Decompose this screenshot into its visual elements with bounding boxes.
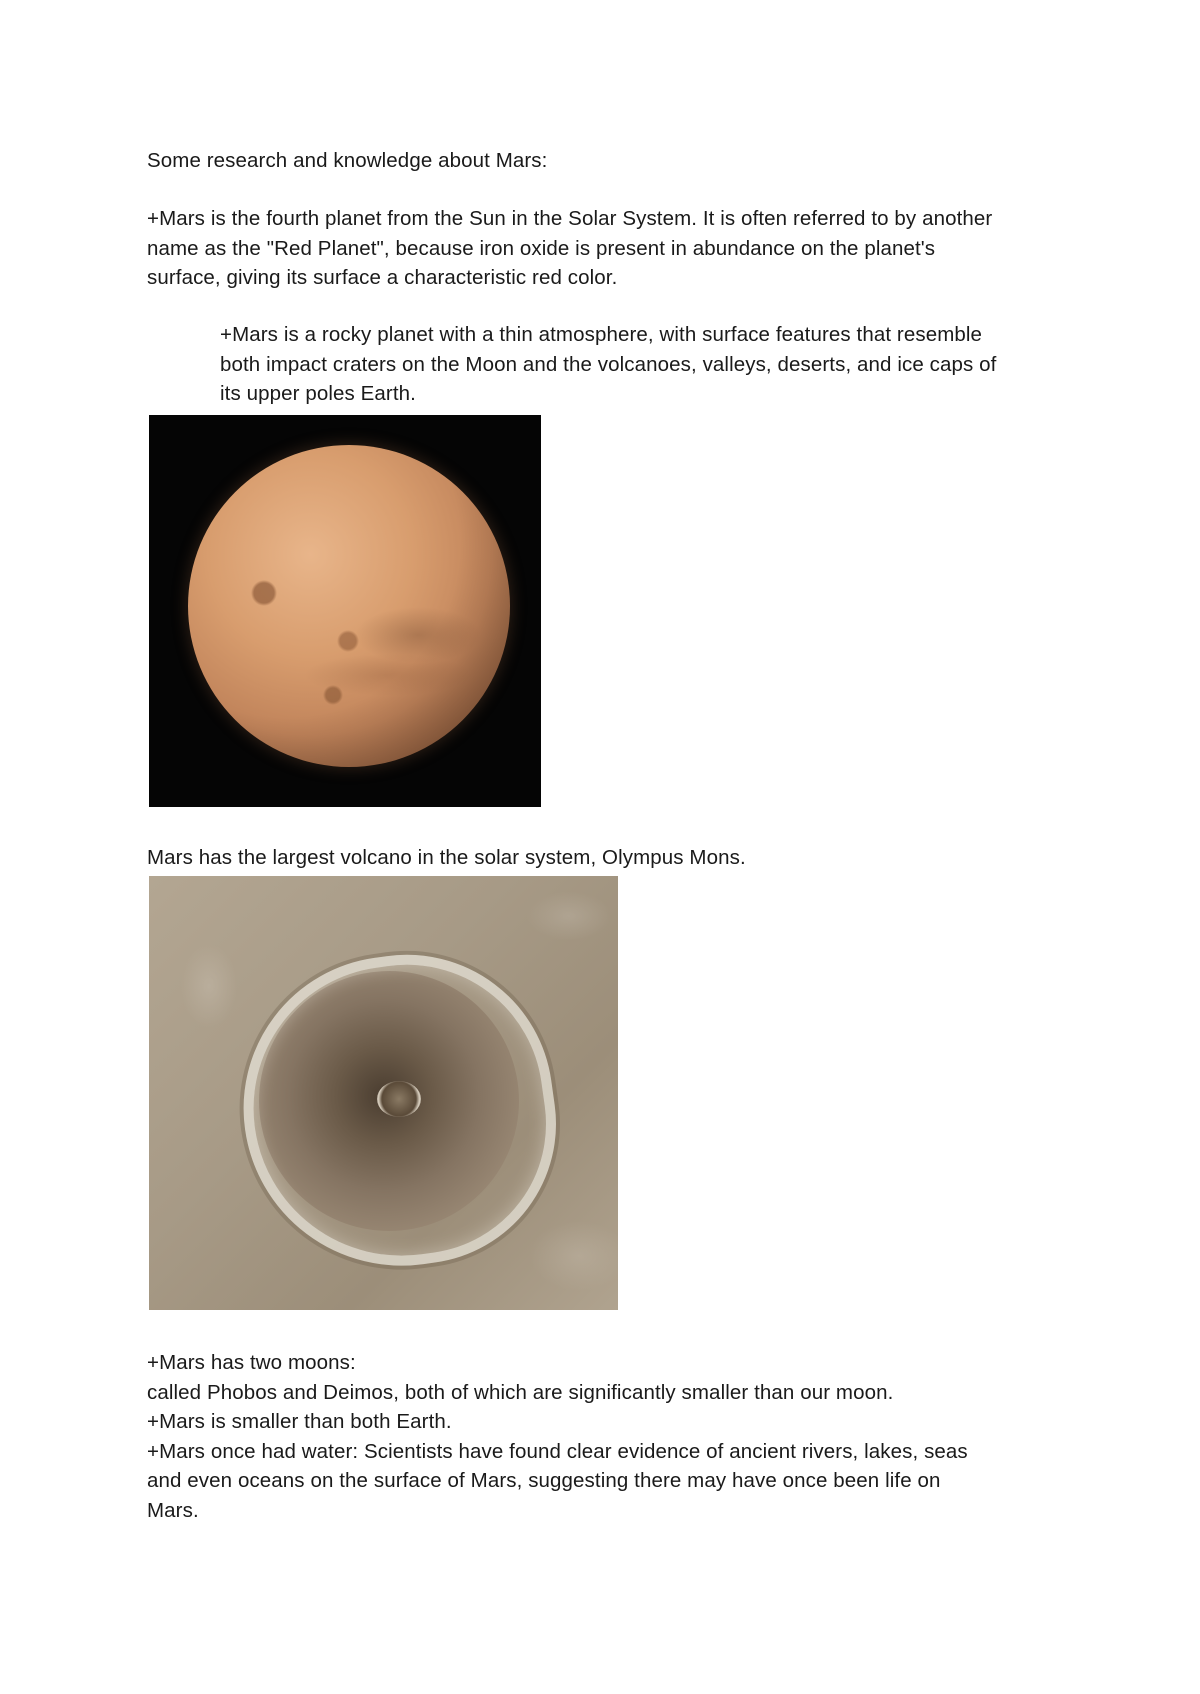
fact-line: +Mars once had water: Scientists have found clear evidence of ancient rivers, lakes, seas [147,1439,968,1463]
caption-line: Mars has the largest volcano in the solar system, Olympus Mons. [147,846,746,869]
globe-shading [188,445,510,767]
fact-line: Mars. [147,1498,199,1522]
paragraph-line: both impact craters on the Moon and the volcanoes, valleys, deserts, and ice caps of [220,352,997,376]
paragraph-line: surface, giving its surface a characteristic red color. [147,266,618,289]
fact-line: and even oceans on the surface of Mars, suggesting there may have once been life on [147,1469,941,1492]
heading-line: Some research and knowledge about Mars: [147,149,548,172]
mars-globe-image [149,415,541,807]
mars-globe [188,445,510,767]
paragraph-line: name as the "Red Planet", because iron oxide is present in abundance on the planet's [147,236,936,260]
paragraph-line: +Mars is a rocky planet with a thin atmosphere, with surface features that resemble [220,323,983,346]
volcano-caldera [377,1081,421,1117]
paragraph-red-planet [147,204,1067,293]
paragraph-line: +Mars is the fourth planet from the Sun in the Solar System. It is often referred to by another [147,207,993,230]
paragraph-rocky-planet [220,320,1070,409]
facts-list [147,1348,1067,1525]
fact-line: called Phobos and Deimos, both of which are significantly smaller than our moon. [147,1380,894,1404]
olympus-caption [147,843,1067,873]
fact-line: +Mars is smaller than both Earth. [147,1410,452,1433]
document-heading [147,146,1067,176]
fact-line: +Mars has two moons: [147,1351,356,1374]
paragraph-line: its upper poles Earth. [220,382,416,405]
olympus-mons-image [149,876,618,1310]
